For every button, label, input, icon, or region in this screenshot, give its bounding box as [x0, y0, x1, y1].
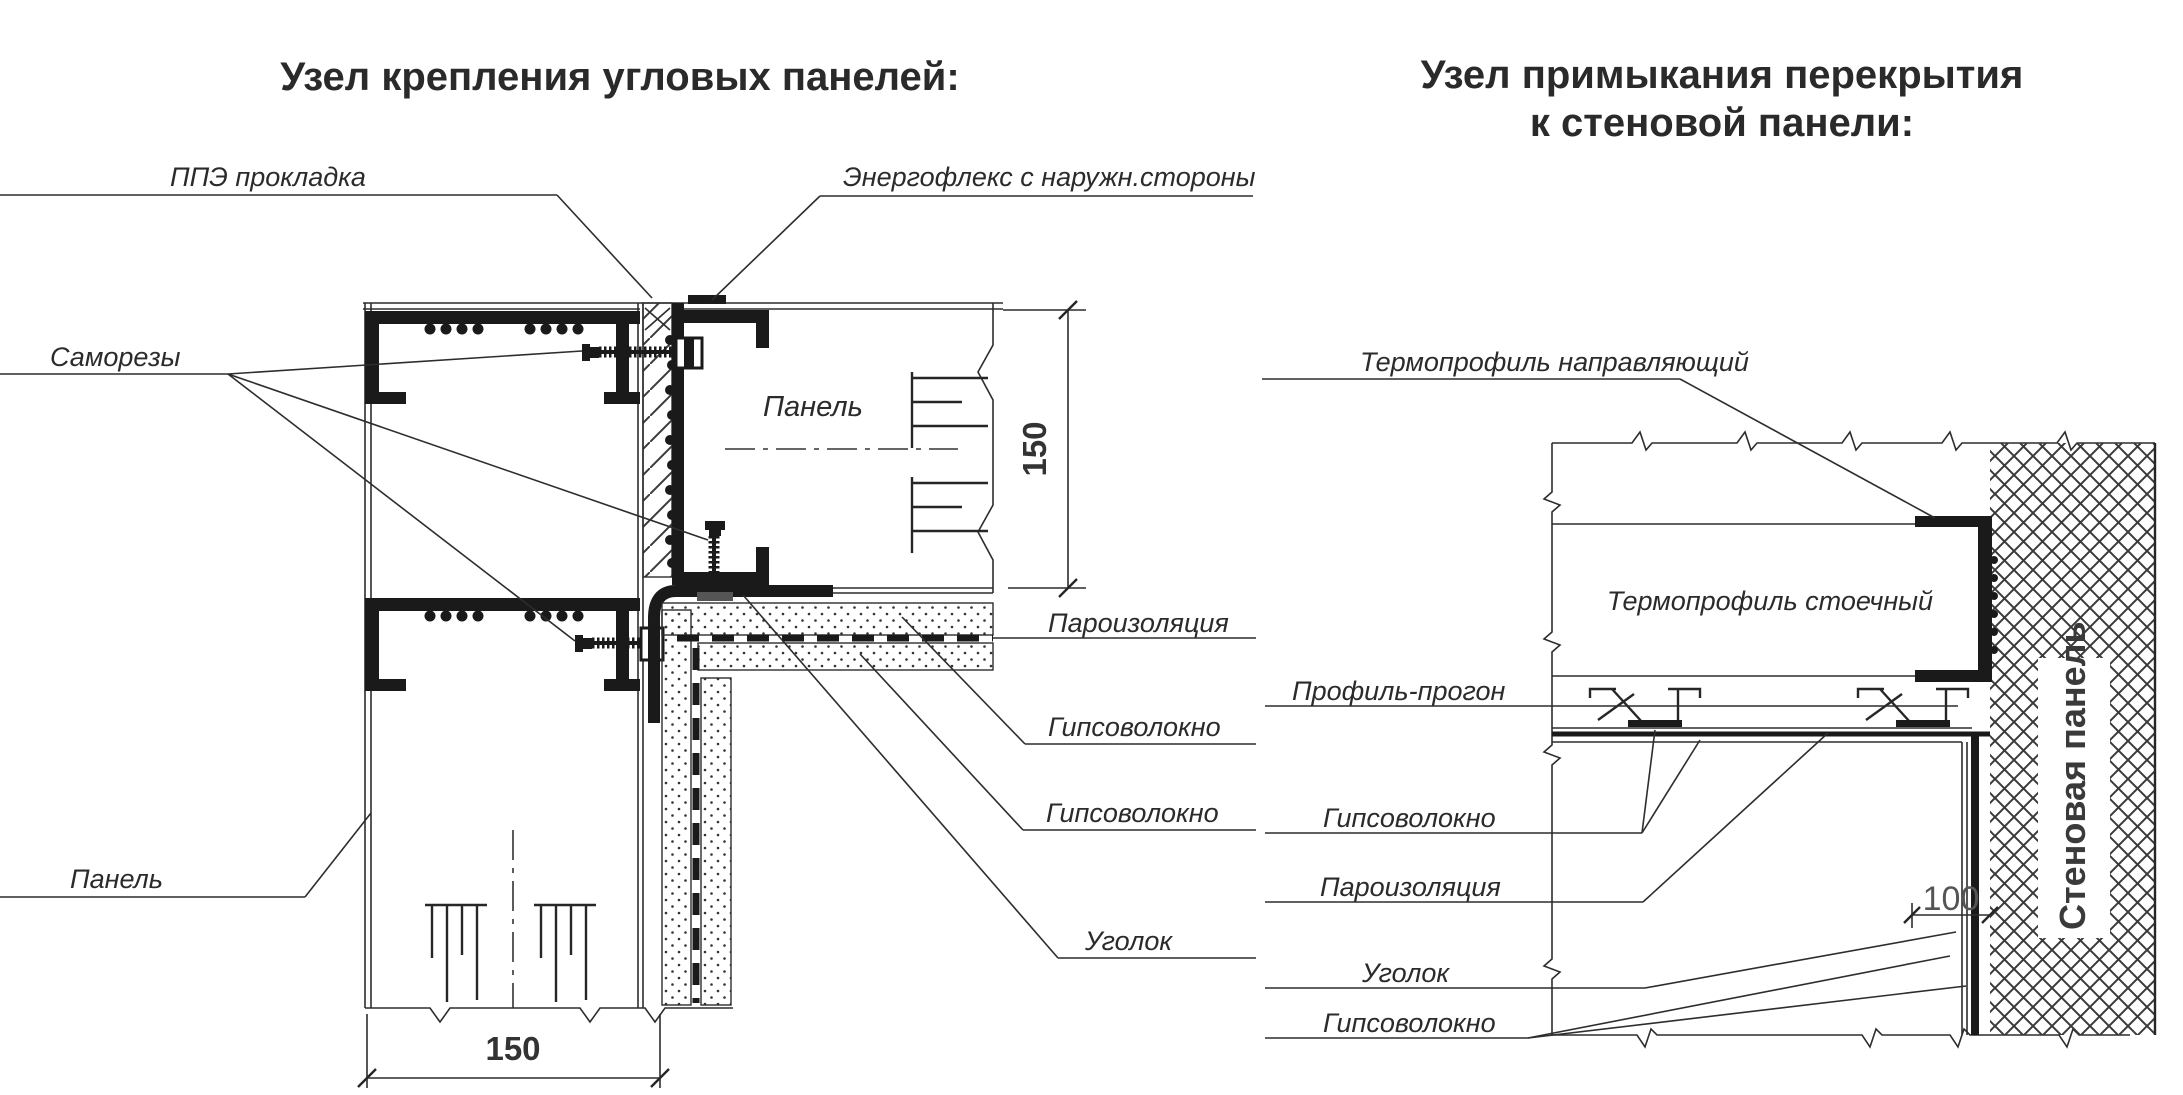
dimension-value-150-right: 150 [1016, 421, 1053, 477]
label-gypsum-fiber-1-right: Гипсоволокно [1323, 803, 1496, 833]
label-vapor-barrier: Пароизоляция [1048, 608, 1229, 638]
floor-layers [1552, 728, 1990, 742]
label-wall-panel: Стеновая панель [2052, 621, 2093, 930]
right-diagram-title-line1: Узел примыкания перекрытия [1420, 53, 2024, 97]
left-diagram-title: Узел крепления угловых панелей: [280, 55, 960, 99]
label-screws: Саморезы [50, 342, 181, 372]
label-ppe-gasket: ППЭ прокладка [170, 162, 366, 192]
insulation-marks-bottom-panel [425, 905, 596, 1002]
right-diagram-title-line2: к стеновой панели: [1529, 101, 1915, 145]
crimp-marks-stud2 [425, 611, 584, 622]
label-energoflex: Энергофлекс с наружн.стороны [843, 162, 1256, 192]
label-angle-right: Уголок [1362, 958, 1450, 988]
gypsum-fiber-layers [662, 603, 993, 1005]
label-panel-top: Панель [763, 391, 863, 423]
wall-panel-strip [1990, 443, 2155, 1035]
label-panel-bottom: Панель [70, 864, 163, 894]
label-gypsum-fiber-2: Гипсоволокно [1046, 798, 1219, 828]
dimension-wall-gap [1904, 880, 1998, 928]
dimension-value-100: 100 [1922, 880, 1980, 918]
label-thermo-guide: Термопрофиль направляющий [1360, 347, 1749, 377]
label-angle: Уголок [1085, 926, 1173, 956]
label-thermo-stud: Термопрофиль стоечный [1606, 586, 1934, 616]
insulation-marks-right-panel [912, 372, 988, 553]
label-gypsum-fiber-1: Гипсоволокно [1048, 712, 1221, 742]
label-vapor-barrier-right: Пароизоляция [1320, 872, 1501, 902]
dimension-panel-height [1003, 301, 1086, 597]
steel-stud-profiles [365, 311, 640, 691]
self-tapping-screw-top [582, 338, 702, 368]
screw-washer [697, 592, 733, 601]
purlin-hat-profiles [1590, 689, 1968, 727]
floor-to-wall-detail [1262, 347, 2155, 1047]
dimension-panel-width [358, 1014, 669, 1088]
label-purlin-profile: Профиль-прогон [1292, 676, 1506, 706]
crimp-marks-stud1 [425, 324, 584, 335]
dimension-value-150-bottom: 150 [485, 1030, 541, 1067]
corner-panel-detail [0, 162, 1256, 1088]
thermo-stud-box [1552, 516, 1998, 682]
label-gypsum-fiber-2-right: Гипсоволокно [1323, 1008, 1496, 1038]
